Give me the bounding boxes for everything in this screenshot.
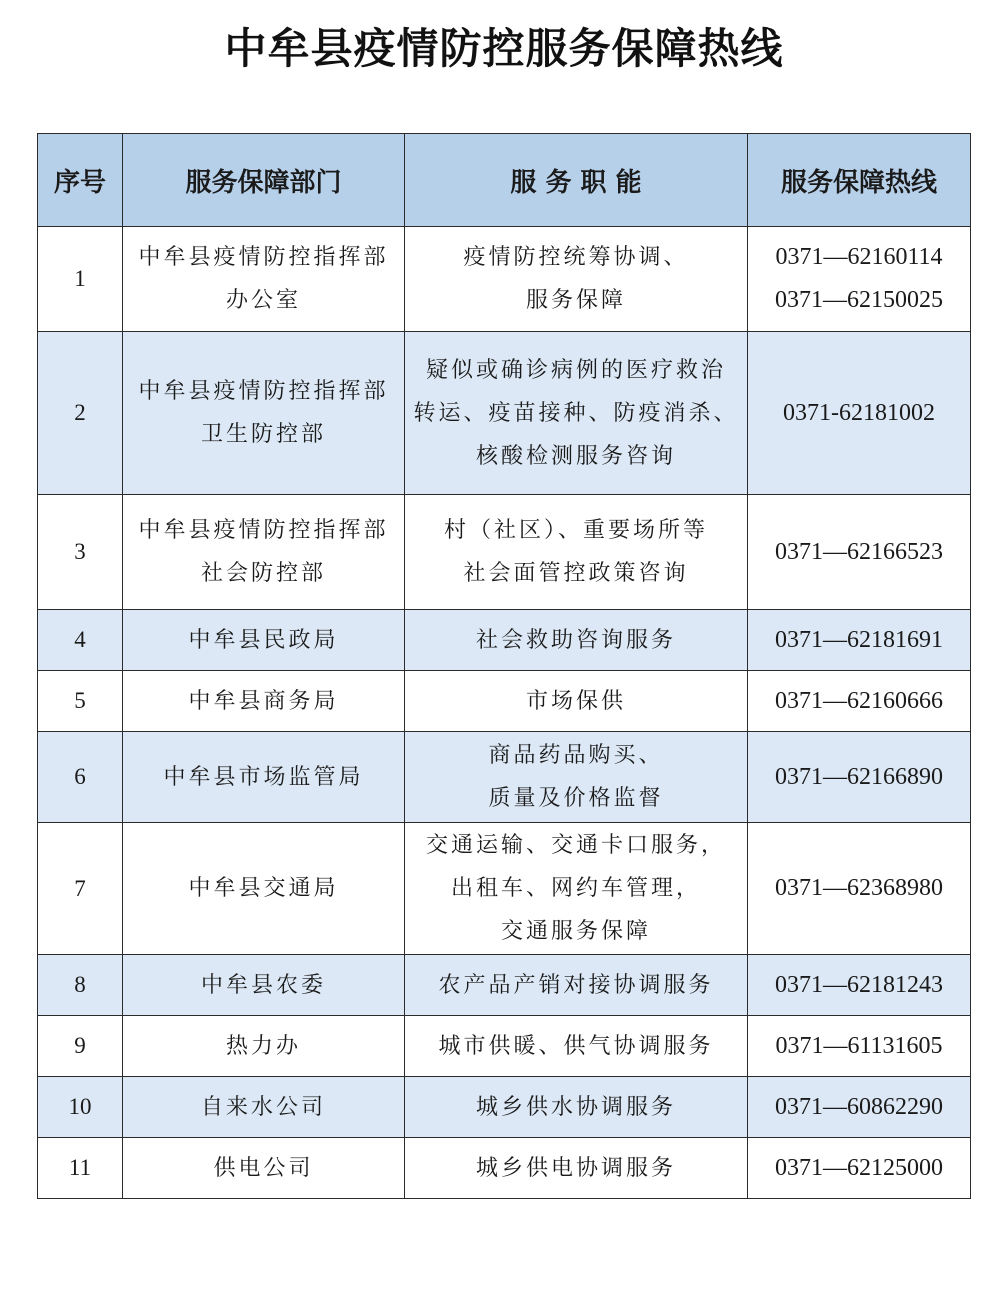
department-cell: [123, 671, 405, 732]
function-cell: [405, 227, 748, 332]
department-line: 中牟县疫情防控指挥部: [138, 245, 389, 270]
function-line: 农产品产销对接协调服务: [438, 972, 714, 998]
row-index: 7: [38, 823, 123, 955]
department-line: 中牟县民政局: [188, 627, 339, 653]
department-cell: [123, 732, 405, 823]
function-line: 出租车、网约车管理，: [450, 876, 701, 901]
function-line: 城市供暖、供气协调服务: [438, 1033, 714, 1059]
header-index: 序号: [38, 134, 123, 227]
table-row: [38, 732, 971, 823]
department-line: 中牟县商务局: [188, 688, 339, 714]
hotline-number[interactable]: 0371—62150025: [775, 287, 943, 313]
function-cell: [405, 955, 748, 1016]
hotline-number[interactable]: 0371—62181691: [775, 626, 943, 653]
function-line: 城乡供水协调服务: [475, 1094, 676, 1120]
hotline-cell: [748, 955, 971, 1016]
hotline-number[interactable]: 0371—62160666: [775, 687, 943, 714]
hotline-cell: [748, 1138, 971, 1199]
function-line: 村（社区）、重要场所等: [443, 518, 708, 543]
function-line: 社会救助咨询服务: [475, 627, 676, 653]
row-index: 10: [38, 1077, 123, 1138]
department-line: 中牟县疫情防控指挥部: [138, 518, 389, 543]
function-cell: [405, 332, 748, 495]
department-line: 社会防控部: [200, 561, 326, 586]
header-department: 服务保障部门: [123, 134, 405, 227]
hotline-cell: [748, 823, 971, 955]
hotline-number[interactable]: 0371—62181243: [775, 971, 943, 998]
hotline-number[interactable]: 0371—62368980: [775, 875, 943, 901]
department-line: 中牟县市场监管局: [163, 764, 364, 790]
hotline-cell: [748, 610, 971, 671]
function-line: 交通服务保障: [500, 919, 651, 944]
table-body: [38, 227, 971, 1199]
hotline-cell: [748, 732, 971, 823]
hotline-cell: [748, 671, 971, 732]
function-cell: [405, 823, 748, 955]
table-row: [38, 671, 971, 732]
department-cell: [123, 955, 405, 1016]
function-line: 疑似或确诊病例的医疗救治: [425, 357, 726, 383]
function-cell: [405, 732, 748, 823]
function-line: 城乡供电协调服务: [475, 1155, 676, 1181]
row-index: 2: [38, 332, 123, 495]
function-line: 疫情防控统筹协调、: [463, 245, 689, 270]
department-line: 中牟县交通局: [188, 876, 339, 901]
table-row: [38, 495, 971, 610]
hotline-number[interactable]: 0371—62166890: [775, 763, 943, 790]
hotline-number[interactable]: 0371-62181002: [783, 399, 935, 426]
hotline-cell: [748, 332, 971, 495]
department-line: 自来水公司: [200, 1094, 326, 1120]
department-cell: [123, 332, 405, 495]
row-index: 3: [38, 495, 123, 610]
row-index: 11: [38, 1138, 123, 1199]
hotline-number[interactable]: 0371—60862290: [775, 1093, 943, 1120]
table-row: [38, 227, 971, 332]
function-cell: [405, 610, 748, 671]
department-line: 热力办: [225, 1033, 301, 1059]
department-line: 中牟县农委: [200, 972, 326, 998]
department-cell: [123, 227, 405, 332]
row-index: 1: [38, 227, 123, 332]
table-header-row: [38, 134, 971, 227]
function-line: 服务保障: [525, 288, 626, 313]
hotline-cell: [748, 1016, 971, 1077]
table-row: [38, 823, 971, 955]
department-cell: [123, 1016, 405, 1077]
function-cell: [405, 671, 748, 732]
hotline-cell: [748, 227, 971, 332]
department-line: 办公室: [225, 288, 301, 313]
table-row: [38, 1016, 971, 1077]
function-line: 转运、疫苗接种、防疫消杀、: [413, 400, 739, 426]
department-line: 中牟县疫情防控指挥部: [138, 379, 389, 404]
department-cell: [123, 1077, 405, 1138]
hotline-number[interactable]: 0371—62160114: [775, 244, 943, 270]
row-index: 5: [38, 671, 123, 732]
hotline-number[interactable]: 0371—62125000: [775, 1154, 943, 1181]
function-line: 质量及价格监督: [488, 786, 664, 811]
hotline-cell: [748, 495, 971, 610]
table-row: [38, 610, 971, 671]
header-function: 服 务 职 能: [405, 134, 748, 227]
row-index: 6: [38, 732, 123, 823]
department-cell: [123, 1138, 405, 1199]
department-cell: [123, 610, 405, 671]
row-index: 8: [38, 955, 123, 1016]
function-line: 社会面管控政策咨询: [463, 561, 689, 586]
function-cell: [405, 1016, 748, 1077]
function-line: 核酸检测服务咨询: [475, 443, 676, 469]
function-cell: [405, 1138, 748, 1199]
function-line: 市场保供: [525, 688, 626, 714]
hotline-cell: [748, 1077, 971, 1138]
table-row: [38, 1138, 971, 1199]
header-hotline: 服务保障热线: [748, 134, 971, 227]
department-line: 卫生防控部: [200, 422, 326, 447]
function-cell: [405, 495, 748, 610]
function-cell: [405, 1077, 748, 1138]
table-row: [38, 332, 971, 495]
hotline-number[interactable]: 0371—61131605: [775, 1032, 943, 1059]
table-row: [38, 1077, 971, 1138]
department-cell: [123, 495, 405, 610]
function-line: 商品药品购买、: [488, 743, 664, 768]
table-row: [38, 955, 971, 1016]
department-line: 供电公司: [213, 1155, 314, 1181]
row-index: 4: [38, 610, 123, 671]
page-title: 中牟县疫情防控服务保障热线: [224, 24, 784, 73]
hotline-table: [37, 133, 971, 1199]
function-line: 交通运输、交通卡口服务，: [425, 833, 726, 858]
department-cell: [123, 823, 405, 955]
hotline-number[interactable]: 0371—62166523: [775, 538, 943, 565]
row-index: 9: [38, 1016, 123, 1077]
